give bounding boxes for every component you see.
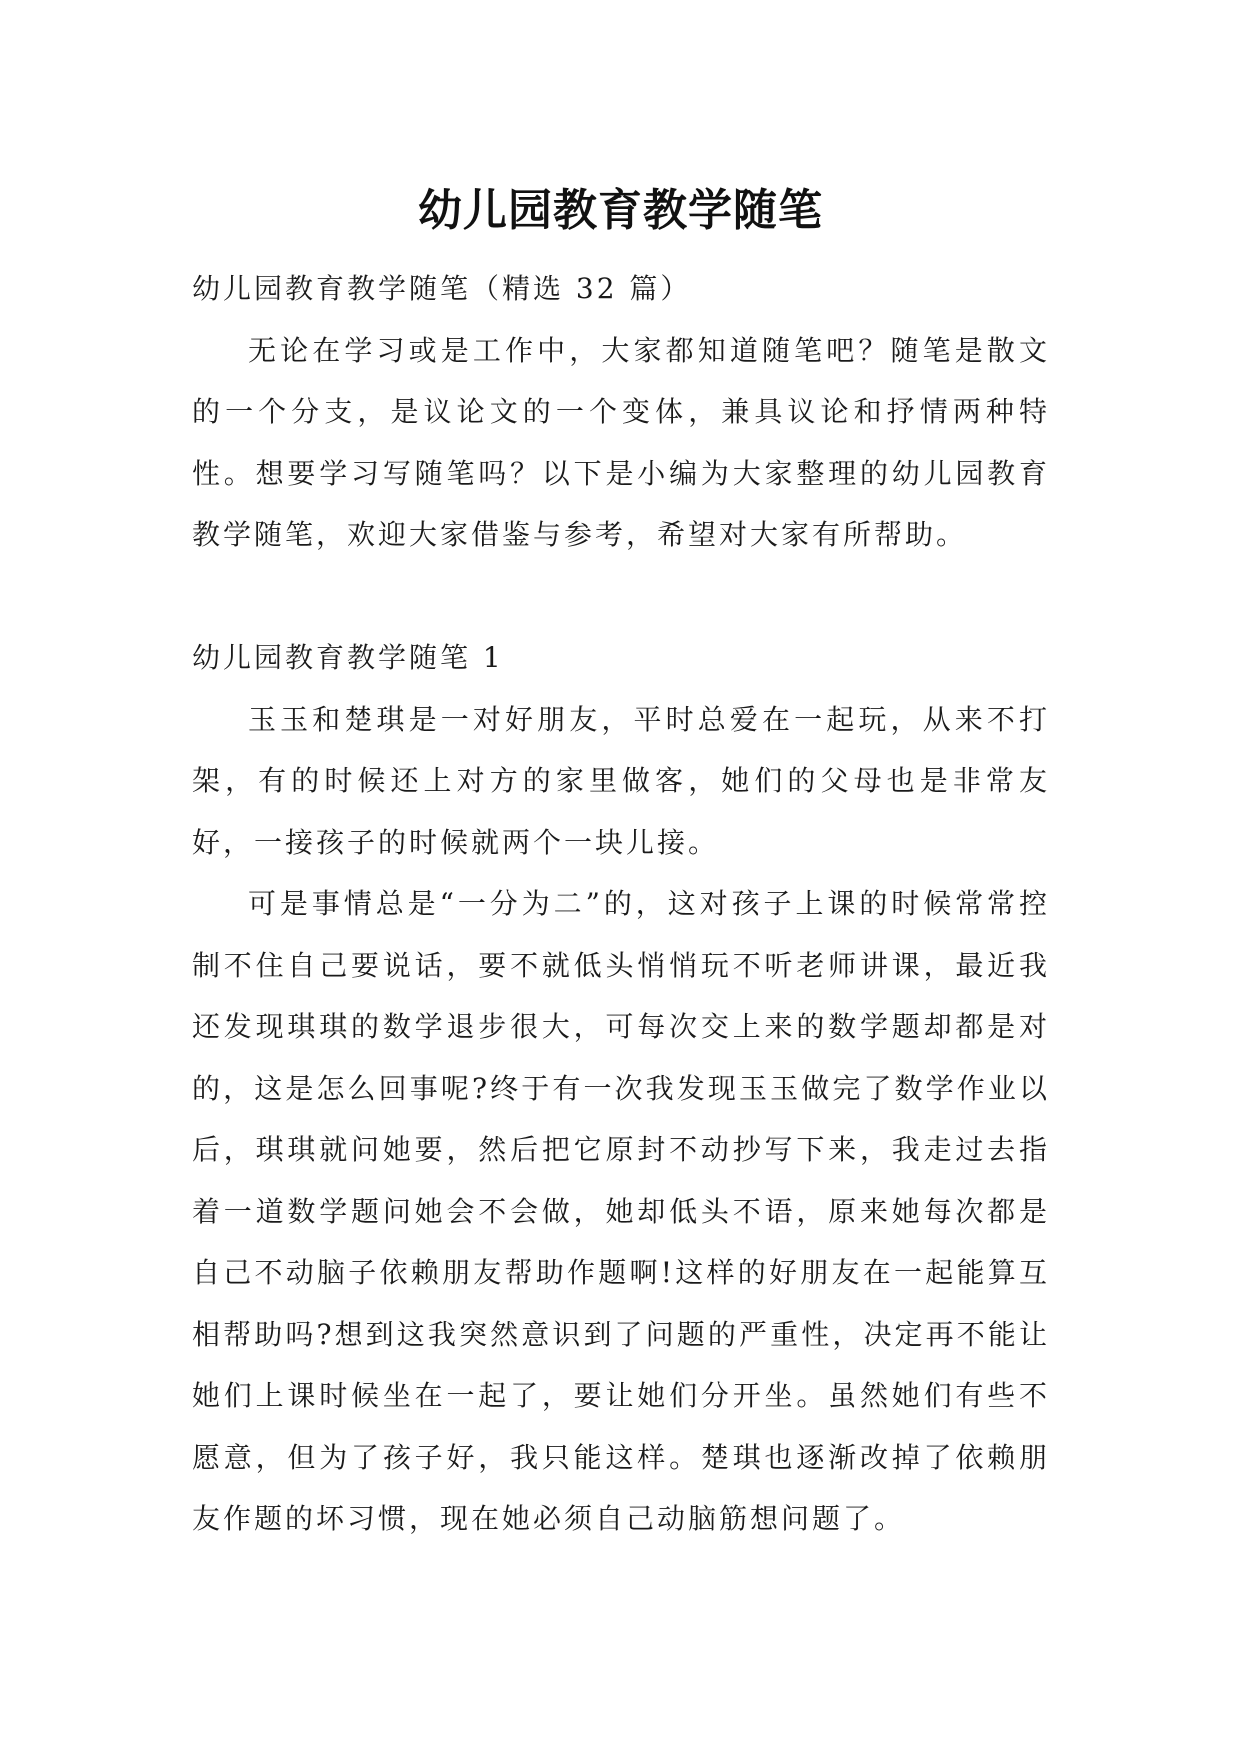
section-paragraph: 可是事情总是“一分为二”的，这对孩子上课的时候常常控制不住自己要说话，要不就低头悄悄玩不听老师讲课，最近我还发现琪琪的数学退步很大，可每次交上来的数学题却都是对的，这是怎么回事呢?终于有一次我发现玉玉做完了数学作业以后，琪琪就问她要，然后把它原封不动抄写下来，我走过去指着一道数学题问她会不会做，她却低头不语，原来她每次都是自己不动脑子依赖朋友帮助作题啊!这样的好朋友在一起能算互相帮助吗?想到这我突然意识到了问题的严重性，决定再不能让她们上课时候坐在一起了，要让她们分开坐。虽然她们有些不愿意，但为了孩子好，我只能这样。楚琪也逐渐改掉了依赖朋友作题的坏习惯，现在她必须自己动脑筋想问题了。 [192,887,1050,1535]
document-title: 幼儿园教育教学随笔 [418,185,823,237]
section-paragraph: 玉玉和楚琪是一对好朋友，平时总爱在一起玩，从来不打架，有的时候还上对方的家里做客，她们的父母也是非常友好，一接孩子的时候就两个一块儿接。 [192,702,1050,859]
intro-paragraph: 无论在学习或是工作中，大家都知道随笔吧？随笔是散文的一个分支，是议论文的一个变体，兼具议论和抒情两种特性。想要学习写随笔吗？以下是小编为大家整理的幼儿园教育教学随笔，欢迎大家借鉴与参考，希望对大家有所帮助。 [192,333,1050,551]
document-subtitle: 幼儿园教育教学随笔（精选 32 篇） [192,272,692,305]
section-spacer [192,566,1050,628]
section-heading: 幼儿园教育教学随笔 1 [192,641,504,674]
document-body [192,258,1050,1550]
